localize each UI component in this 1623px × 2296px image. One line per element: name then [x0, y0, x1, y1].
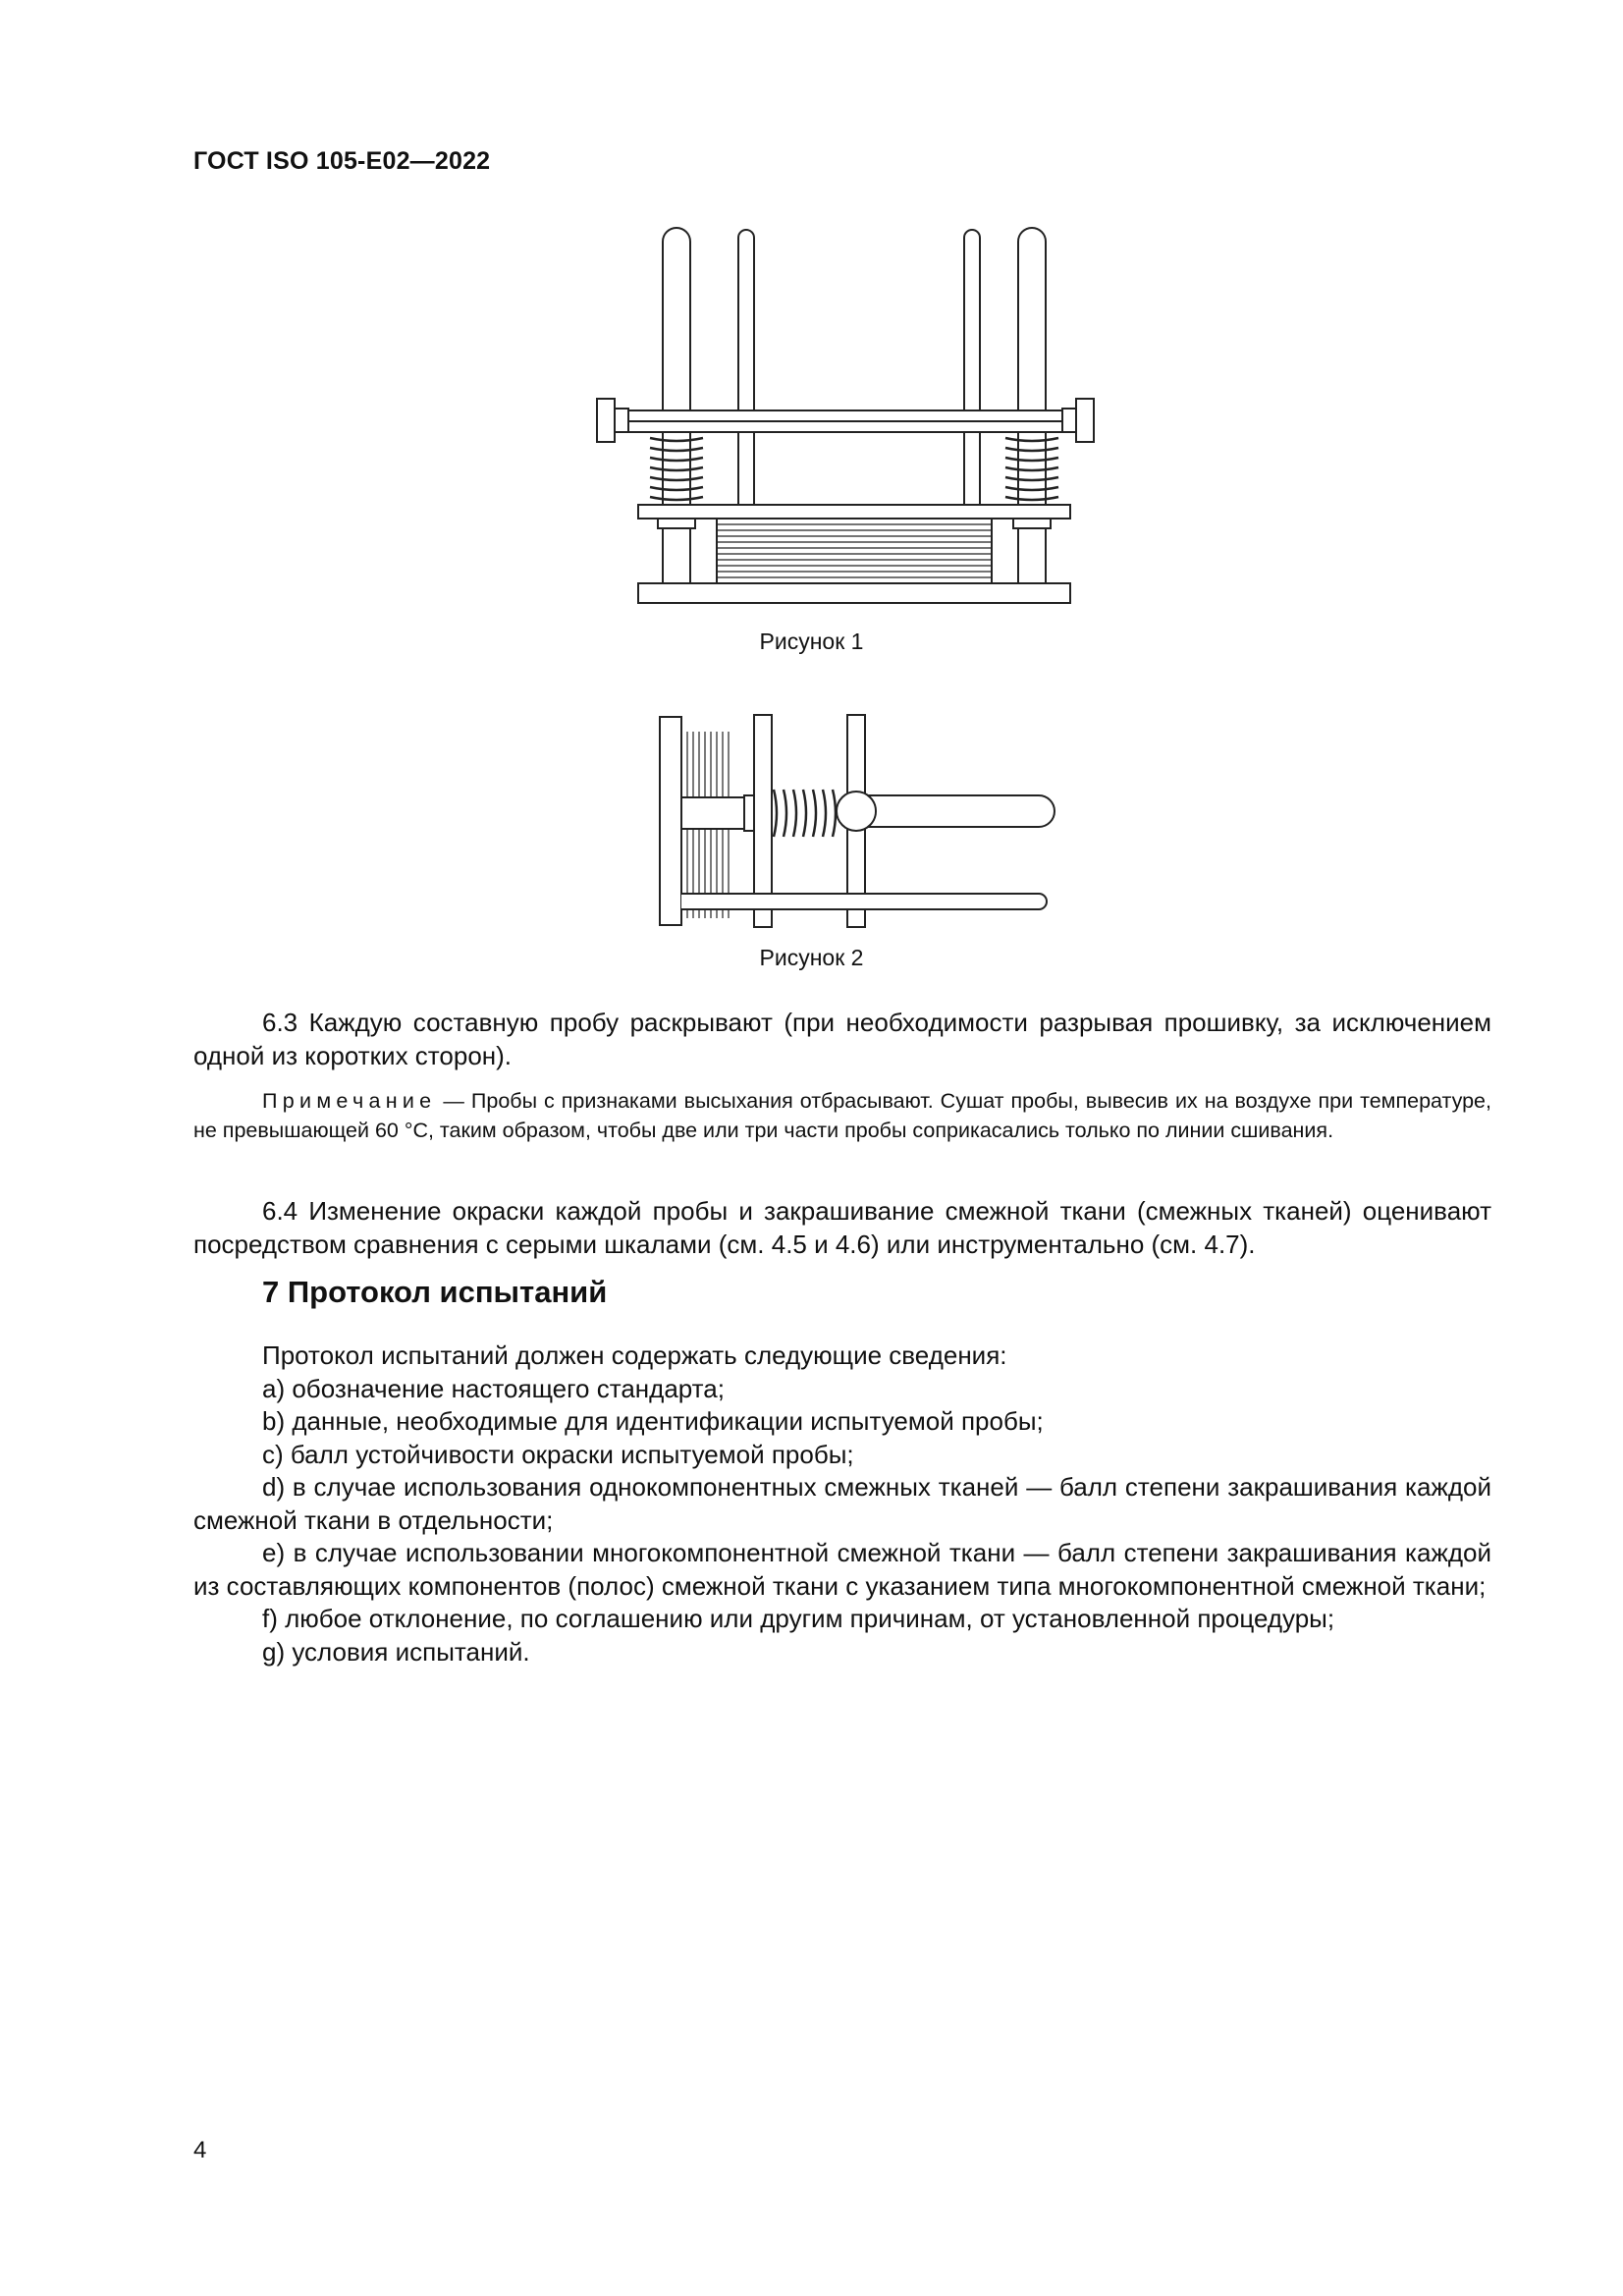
note-text: — Пробы с признаками высыхания отбрасывают. Сушат пробы, вывесив их на воздухе при температуре, не превышающей 60 °С, таким образом, чтобы две или три части пробы соприкасались только по линии сшивания. — [193, 1089, 1491, 1142]
list-item: b) данные, необходимые для идентификации испытуемой пробы; — [262, 1406, 1044, 1436]
list-item: a) обозначение настоящего стандарта; — [262, 1373, 725, 1403]
paragraph-6-3: 6.3 Каждую составную пробу раскрывают (при необходимости разрывая прошивку, за исключением одной из коротких сторон). — [193, 1008, 1491, 1070]
list-item: g) условия испытаний. — [262, 1636, 530, 1667]
paragraph-6-4: 6.4 Изменение окраски каждой пробы и закрашивание смежной ткани (смежных тканей) оценивают посредством сравнения с серыми шкалами (см. 4.5 и 4.6) или инструментально (см. 4.7). — [193, 1196, 1491, 1259]
figure-1-apparatus-front-view — [579, 224, 1100, 609]
list-item: f) любое отклонение, по соглашению или другим причинам, от установленной процедуры; — [262, 1604, 1335, 1633]
section-7-title: 7 Протокол испытаний — [262, 1275, 608, 1309]
section-7-body — [193, 1339, 1491, 1668]
note-paragraph — [193, 1086, 1491, 1145]
page-number: 4 — [193, 2137, 207, 2163]
list-item: d) в случае использования однокомпонентных смежных тканей — балл степени закрашивания каждой смежной ткани в отдельности; — [193, 1472, 1491, 1535]
figure-2-apparatus-side-view — [648, 707, 1060, 933]
list-item: c) балл устойчивости окраски испытуемой пробы; — [262, 1439, 854, 1469]
section-7-intro: Протокол испытаний должен содержать следующие сведения: — [262, 1340, 1007, 1370]
figure-1-caption: Рисунок 1 — [759, 629, 864, 654]
document-header: ГОСТ ISO 105-E02—2022 — [193, 147, 491, 175]
list-item: e) в случае использовании многокомпонентной смежной ткани — балл степени закрашивания каждой из составляющих компонентов (полос) смежной ткани с указанием типа многокомпонентной смежной ткани; — [193, 1538, 1491, 1601]
figure-2-caption: Рисунок 2 — [759, 945, 864, 970]
note-label: Примечание — [262, 1089, 437, 1113]
